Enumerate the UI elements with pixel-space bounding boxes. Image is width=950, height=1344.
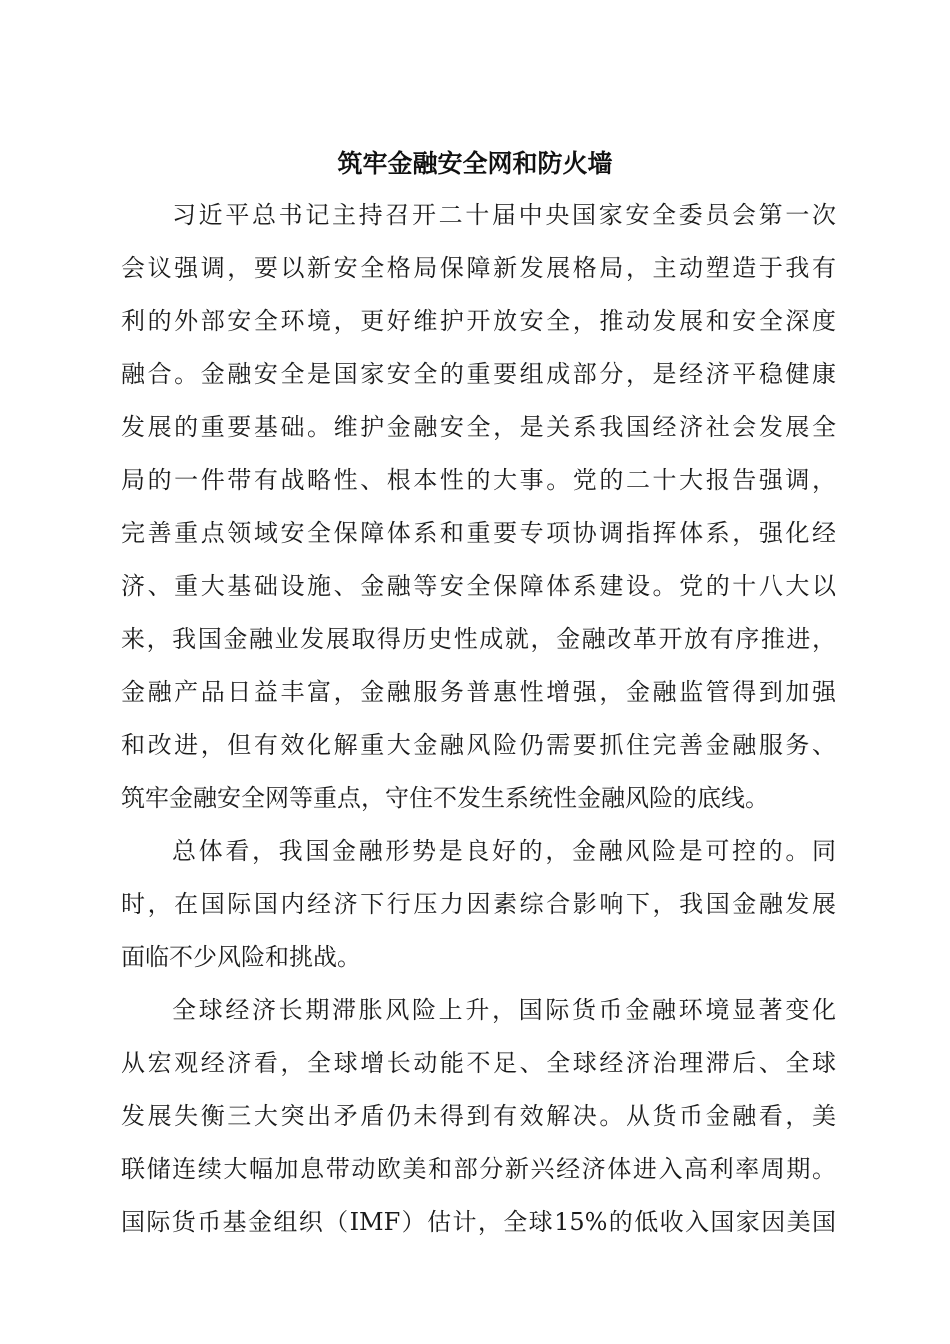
document-title: 筑牢金融安全网和防火墙	[337, 149, 613, 178]
text-line: 完善重点领域安全保障体系和重要专项协调指挥体系，强化经	[121, 519, 836, 547]
text-line: 总体看，我国金融形势是良好的，金融风险是可控的。同	[172, 837, 836, 865]
text-line: 国际货币基金组织（IMF）估计，全球15%的低收入国家因美国	[121, 1208, 836, 1236]
text-line: 局的一件带有战略性、根本性的大事。党的二十大报告强调，	[121, 466, 836, 494]
text-line: 联储连续大幅加息带动欧美和部分新兴经济体进入高利率周期。	[121, 1155, 836, 1183]
text-line: 融合。金融安全是国家安全的重要组成部分，是经济平稳健康	[121, 360, 836, 388]
text-line: 面临不少风险和挑战。	[121, 943, 361, 971]
text-line: 济、重大基础设施、金融等安全保障体系建设。党的十八大以	[121, 572, 836, 600]
paragraph	[121, 825, 836, 984]
text-line: 来，我国金融业发展取得历史性成就，金融改革开放有序推进，	[121, 625, 836, 653]
text-line: 发展失衡三大突出矛盾仍未得到有效解决。从货币金融看，美	[121, 1102, 836, 1130]
paragraph	[121, 984, 836, 1249]
text-line: 会议强调，要以新安全格局保障新发展格局，主动塑造于我有	[121, 254, 836, 282]
paragraph	[121, 189, 836, 825]
text-line: 习近平总书记主持召开二十届中央国家安全委员会第一次	[172, 201, 836, 229]
document-body	[121, 189, 836, 1249]
text-line: 发展的重要基础。维护金融安全，是关系我国经济社会发展全	[121, 413, 836, 441]
text-line: 金融产品日益丰富，金融服务普惠性增强，金融监管得到加强	[121, 678, 836, 706]
text-line: 时，在国际国内经济下行压力因素综合影响下，我国金融发展	[121, 890, 836, 918]
text-line: 从宏观经济看，全球增长动能不足、全球经济治理滞后、全球	[121, 1049, 836, 1077]
text-line: 全球经济长期滞胀风险上升，国际货币金融环境显著变化	[172, 996, 836, 1024]
text-line: 筑牢金融安全网等重点，守住不发生系统性金融风险的底线。	[121, 784, 769, 812]
text-line: 和改进，但有效化解重大金融风险仍需要抓住完善金融服务、	[121, 731, 836, 759]
text-line: 利的外部安全环境，更好维护开放安全，推动发展和安全深度	[121, 307, 836, 335]
